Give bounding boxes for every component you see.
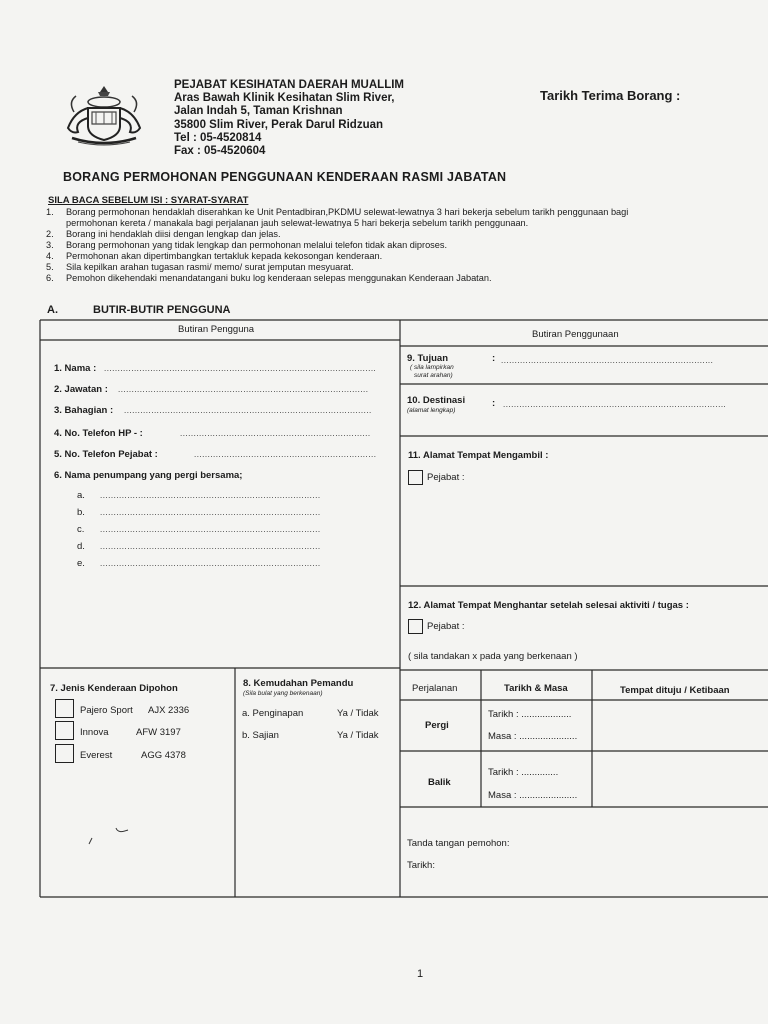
passenger-field[interactable]: .................................................................................	[100, 491, 321, 500]
passenger-field[interactable]: .................................................................................	[100, 559, 321, 568]
dropoff-label: 12. Alamat Tempat Menghantar setelah selesai aktiviti / tugas :	[408, 600, 689, 611]
purpose-note: ( sila lampirkan surat arahan)	[410, 364, 454, 379]
phone-line: Tel : 05-4520814	[174, 131, 262, 144]
passenger-letter: a.	[77, 490, 85, 501]
return-date-field[interactable]: Tarikh : ..............	[488, 767, 559, 778]
purpose-field[interactable]: ..............................................................................	[501, 356, 714, 365]
going-time-field[interactable]: Masa : ......................	[488, 731, 578, 742]
vehicle-plate: AFW 3197	[136, 727, 181, 738]
trip-col-journey: Perjalanan	[412, 683, 458, 694]
department-label: 3. Bahagian :	[54, 405, 114, 416]
trip-col-datetime: Tarikh & Masa	[504, 683, 568, 694]
passenger-letter: d.	[77, 541, 85, 552]
vehicle-name: Innova	[80, 727, 109, 738]
accommodation-label: a. Penginapan	[242, 708, 304, 719]
return-time-field[interactable]: Masa : ......................	[488, 790, 578, 801]
mobile-phone-label: 4. No. Telefon HP - :	[54, 428, 143, 439]
rule-item: 3. Borang permohonan yang tidak lengkap dan permohonan melalui telefon tidak akan diproses.	[46, 240, 448, 250]
usage-details-header: Butiran Penggunaan	[532, 329, 619, 340]
rule-item: 6. Pemohon dikehendaki menandatangani buku log kenderaan selepas menggunakan Kenderaan Jabatan.	[46, 273, 492, 283]
passenger-letter: c.	[77, 524, 85, 535]
vehicle-checkbox-everest[interactable]	[55, 744, 74, 763]
passenger-letter: b.	[77, 507, 85, 518]
name-field[interactable]: ....................................................................................................	[104, 364, 377, 373]
passenger-letter: e.	[77, 558, 85, 569]
rule-item: 2. Borang ini hendaklah diisi dengan lengkap dan jelas.	[46, 229, 281, 239]
passengers-label: 6. Nama penumpang yang pergi bersama;	[54, 470, 243, 481]
rule-item: permohonan kereta / manakala bagi perjalanan jauh selewat-lewatnya 5 hari bekerja sebelum tarikh penggunaan.	[66, 218, 529, 228]
office-phone-label: 5. No. Telefon Pejabat :	[54, 449, 158, 460]
dropoff-office-checkbox[interactable]	[408, 619, 423, 634]
purpose-colon: :	[492, 353, 496, 364]
vehicle-name: Everest	[80, 750, 113, 761]
destination-field[interactable]: ..................................................................................	[503, 400, 727, 409]
going-date-field[interactable]: Tarikh : ...................	[488, 709, 572, 720]
department-field[interactable]: ...........................................................................................	[124, 406, 372, 415]
driver-facilities-label: 8. Kemudahan Pemandu	[243, 678, 354, 689]
page-number: 1	[417, 968, 424, 980]
address-line: Aras Bawah Klinik Kesihatan Slim River,	[174, 92, 395, 105]
address-line: Jalan Indah 5, Taman Krishnan	[174, 105, 343, 118]
position-field[interactable]: ............................................................................................	[118, 385, 369, 394]
pickup-office-checkbox[interactable]	[408, 470, 423, 485]
rules-heading: SILA BACA SEBELUM ISI : SYARAT-SYARAT	[48, 195, 249, 206]
signature-label: Tanda tangan pemohon:	[407, 838, 510, 849]
fax-line: Fax : 05-4520604	[174, 145, 266, 158]
trip-col-destination: Tempat dituju / Ketibaan	[620, 685, 730, 696]
pickup-office-label: Pejabat :	[427, 472, 465, 483]
mobile-phone-field[interactable]: ......................................................................	[180, 429, 371, 438]
dropoff-office-label: Pejabat :	[427, 621, 465, 632]
destination-colon: :	[492, 398, 496, 409]
office-phone-field[interactable]: ...................................................................	[194, 450, 377, 459]
driver-facilities-note: (Sila bulat yang berkenaan)	[243, 690, 323, 697]
vehicle-name: Pajero Sport	[80, 705, 133, 716]
vehicle-plate: AJX 2336	[148, 705, 190, 716]
destination-label: 10. Destinasi	[407, 395, 466, 406]
destination-note: (alamat lengkap)	[407, 407, 456, 414]
received-date-label: Tarikh Terima Borang :	[540, 88, 681, 103]
rule-item: 1. Borang permohonan hendaklah diserahkan ke Unit Pentadbiran,PKDMU selewat-lewatnya 3 hari bekerja sebelum tarikh penggunaan bagi	[46, 207, 629, 217]
signature-date-label: Tarikh:	[407, 860, 435, 871]
meals-label: b. Sajian	[242, 730, 279, 741]
vehicle-checkbox-pajero[interactable]	[55, 699, 74, 718]
mark-instruction: ( sila tandakan x pada yang berkenaan )	[408, 651, 578, 662]
trip-leg-going: Pergi	[425, 720, 449, 731]
accommodation-choice[interactable]: Ya / Tidak	[337, 708, 379, 719]
vehicle-plate: AGG 4378	[141, 750, 186, 761]
meals-choice[interactable]: Ya / Tidak	[337, 730, 379, 741]
vehicle-type-label: 7. Jenis Kenderaan Dipohon	[50, 683, 178, 694]
passenger-field[interactable]: .................................................................................	[100, 542, 321, 551]
user-details-header: Butiran Pengguna	[178, 324, 255, 335]
address-line: 35800 Slim River, Perak Darul Ridzuan	[174, 118, 384, 131]
rule-item: 4. Permohonan akan dipertimbangkan tertakluk kepada kekosongan kenderaan.	[46, 251, 383, 261]
rule-item: 5. Sila kepilkan arahan tugasan rasmi/ memo/ surat jemputan mesyuarat.	[46, 262, 354, 272]
pickup-label: 11. Alamat Tempat Mengambil :	[408, 450, 549, 461]
section-a-heading: A. BUTIR-BUTIR PENGGUNA	[47, 304, 231, 316]
passenger-field[interactable]: .................................................................................	[100, 508, 321, 517]
position-label: 2. Jawatan :	[54, 384, 108, 395]
passenger-field[interactable]: .................................................................................	[100, 525, 321, 534]
vehicle-checkbox-innova[interactable]	[55, 721, 74, 740]
name-label: 1. Nama :	[54, 363, 97, 374]
purpose-label: 9. Tujuan	[407, 353, 448, 364]
office-name: PEJABAT KESIHATAN DAERAH MUALLIM	[174, 79, 404, 91]
trip-leg-return: Balik	[428, 777, 451, 788]
form-title: BORANG PERMOHONAN PENGGUNAAN KENDERAAN RASMI JABATAN	[63, 170, 507, 184]
